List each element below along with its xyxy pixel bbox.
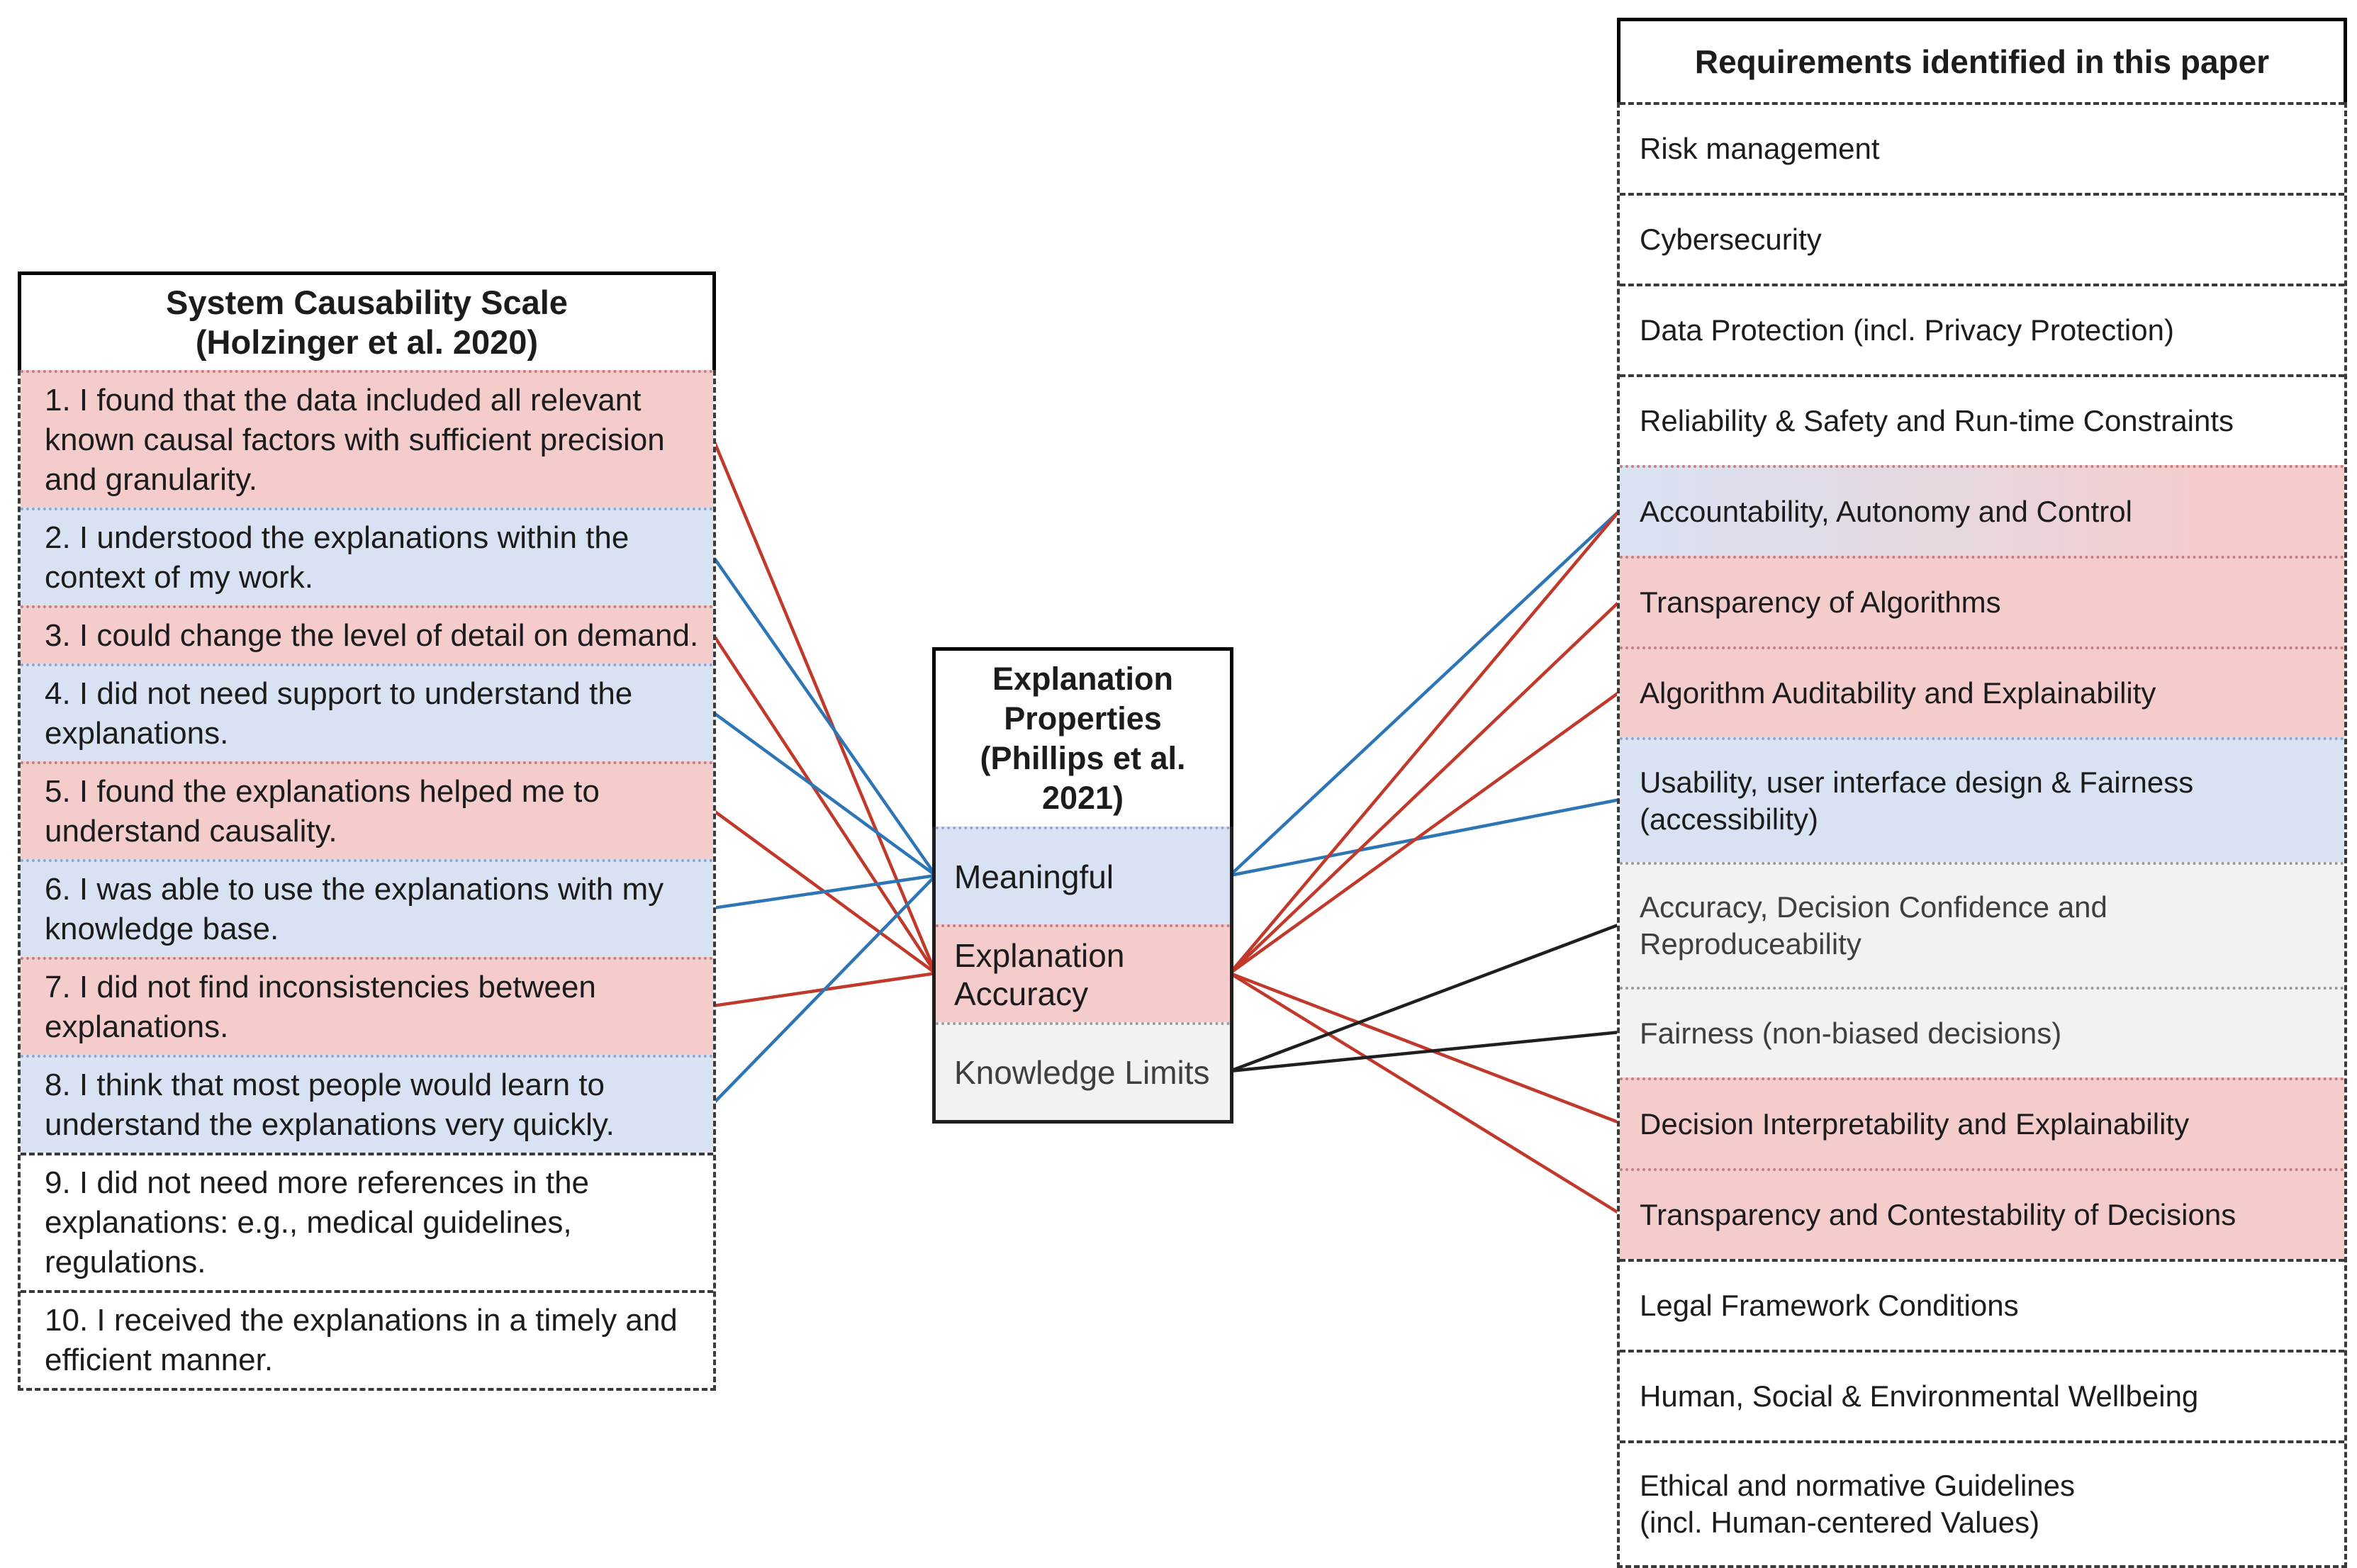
requirement-item-text-line2: (incl. Human-centered Values) [1640, 1506, 2040, 1539]
connector-line-blue [713, 556, 936, 875]
scs-item-text: 10. I received the explanations in a timely and efficient manner. [45, 1303, 678, 1377]
scs-item-text: 4. I did not need support to understand the explanations. [45, 676, 633, 751]
explanation-property [936, 924, 1230, 1022]
scs-panel-title [18, 271, 716, 370]
requirement-item-text: Human, Social & Environmental Wellbeing [1640, 1379, 2199, 1413]
explanation-property [936, 1022, 1230, 1120]
explanation-property-text: Knowledge Limits [954, 1054, 1210, 1091]
requirement-item [1620, 465, 2344, 556]
requirement-item-text: Transparency of Algorithms [1640, 586, 2001, 619]
requirement-item-text: Algorithm Auditability and Explainability [1640, 676, 2156, 710]
requirement-item [1620, 1168, 2344, 1259]
requirement-item [1620, 284, 2344, 374]
requirement-item-text: Reliability & Safety and Run-time Constraints [1640, 404, 2234, 437]
connector-line-blue [713, 875, 936, 1104]
requirement-item-text: Cybersecurity [1640, 223, 1822, 256]
explanation-properties-title-line1: Explanation Properties [992, 661, 1174, 737]
scs-item-text: 2. I understood the explanations within the context of my work. [45, 520, 629, 595]
requirement-item-text: Data Protection (incl. Privacy Protection) [1640, 313, 2174, 347]
scs-item-text: 1. I found that the data included all relevant known causal factors with sufficient precision and granularity. [45, 383, 665, 497]
requirement-item [1620, 374, 2344, 465]
requirement-item-text-line2: (accessibility) [1640, 802, 1819, 836]
explanation-property-text: Explanation Accuracy [954, 937, 1125, 1012]
scs-item [21, 663, 713, 761]
scs-item [21, 859, 713, 957]
requirement-item [1620, 646, 2344, 737]
scs-item-text: 3. I could change the level of detail on demand. [45, 618, 699, 653]
scs-item-text: 5. I found the explanations helped me to understand causality. [45, 774, 600, 849]
requirements-panel [1617, 18, 2347, 1568]
explanation-properties-title-line2: (Phillips et al. 2021) [980, 740, 1186, 816]
requirement-item [1620, 556, 2344, 646]
requirement-item-text: Accuracy, Decision Confidence and [1640, 890, 2107, 924]
requirement-item [1620, 1350, 2344, 1440]
connector-line-red [1230, 973, 1620, 1214]
scs-item [21, 1055, 713, 1153]
scs-item [21, 370, 713, 508]
connector-line-red [1230, 510, 1620, 973]
requirement-item [1620, 193, 2344, 284]
requirement-item [1620, 1440, 2344, 1565]
connector-line-red [1230, 601, 1620, 973]
requirement-item [1620, 862, 2344, 987]
scs-item [21, 508, 713, 605]
requirement-item [1620, 1259, 2344, 1350]
connector-line-blue [1230, 510, 1620, 875]
explanation-property [936, 827, 1230, 924]
requirement-item [1620, 737, 2344, 862]
explanation-properties-body [932, 827, 1233, 1124]
requirement-item-text: Usability, user interface design & Fairness [1640, 766, 2194, 799]
connector-line-blue [1230, 800, 1620, 875]
scs-item-text: 7. I did not find inconsistencies between explanations. [45, 970, 596, 1044]
scs-item [21, 605, 713, 663]
requirement-item-text: Accountability, Autonomy and Control [1640, 495, 2132, 528]
requirement-item-text: Transparency and Contestability of Decisions [1640, 1198, 2236, 1231]
requirement-item-text: Fairness (non-biased decisions) [1640, 1017, 2062, 1050]
requirement-item [1620, 987, 2344, 1077]
connector-line-black [1230, 1032, 1620, 1071]
explanation-property-text: Meaningful [954, 858, 1114, 895]
requirement-item-text: Risk management [1640, 132, 1880, 165]
scs-panel-title-line1: System Causability Scale [166, 284, 568, 321]
requirements-panel-title: Requirements identified in this paper [1617, 18, 2347, 102]
requirements-panel-body [1617, 102, 2347, 1568]
explanation-properties-title [932, 647, 1233, 827]
explanation-properties-panel [932, 647, 1233, 1124]
scs-panel-title-line2: (Holzinger et al. 2020) [195, 323, 539, 361]
connector-line-blue [713, 712, 936, 875]
scs-item-text: 9. I did not need more references in the explanations: e.g., medical guidelines, regulations. [45, 1165, 590, 1279]
requirement-item [1620, 102, 2344, 193]
connector-line-red [713, 634, 936, 973]
requirement-item-text: Decision Interpretability and Explainability [1640, 1107, 2190, 1141]
scs-panel [18, 271, 716, 1391]
scs-panel-body [18, 370, 716, 1391]
scs-item [21, 957, 713, 1055]
requirement-item-text-line2: Reproduceability [1640, 927, 1861, 961]
scs-item [21, 1153, 713, 1290]
requirement-item-text: Legal Framework Conditions [1640, 1289, 2019, 1322]
connector-line-red [1230, 692, 1620, 973]
scs-item [21, 761, 713, 859]
scs-item-text: 8. I think that most people would learn to understand the explanations very quickly. [45, 1068, 615, 1142]
requirement-item-text: Ethical and normative Guidelines [1640, 1469, 2076, 1502]
requirement-item [1620, 1077, 2344, 1168]
scs-item-text: 6. I was able to use the explanations with my knowledge base. [45, 872, 664, 946]
scs-item [21, 1290, 713, 1388]
